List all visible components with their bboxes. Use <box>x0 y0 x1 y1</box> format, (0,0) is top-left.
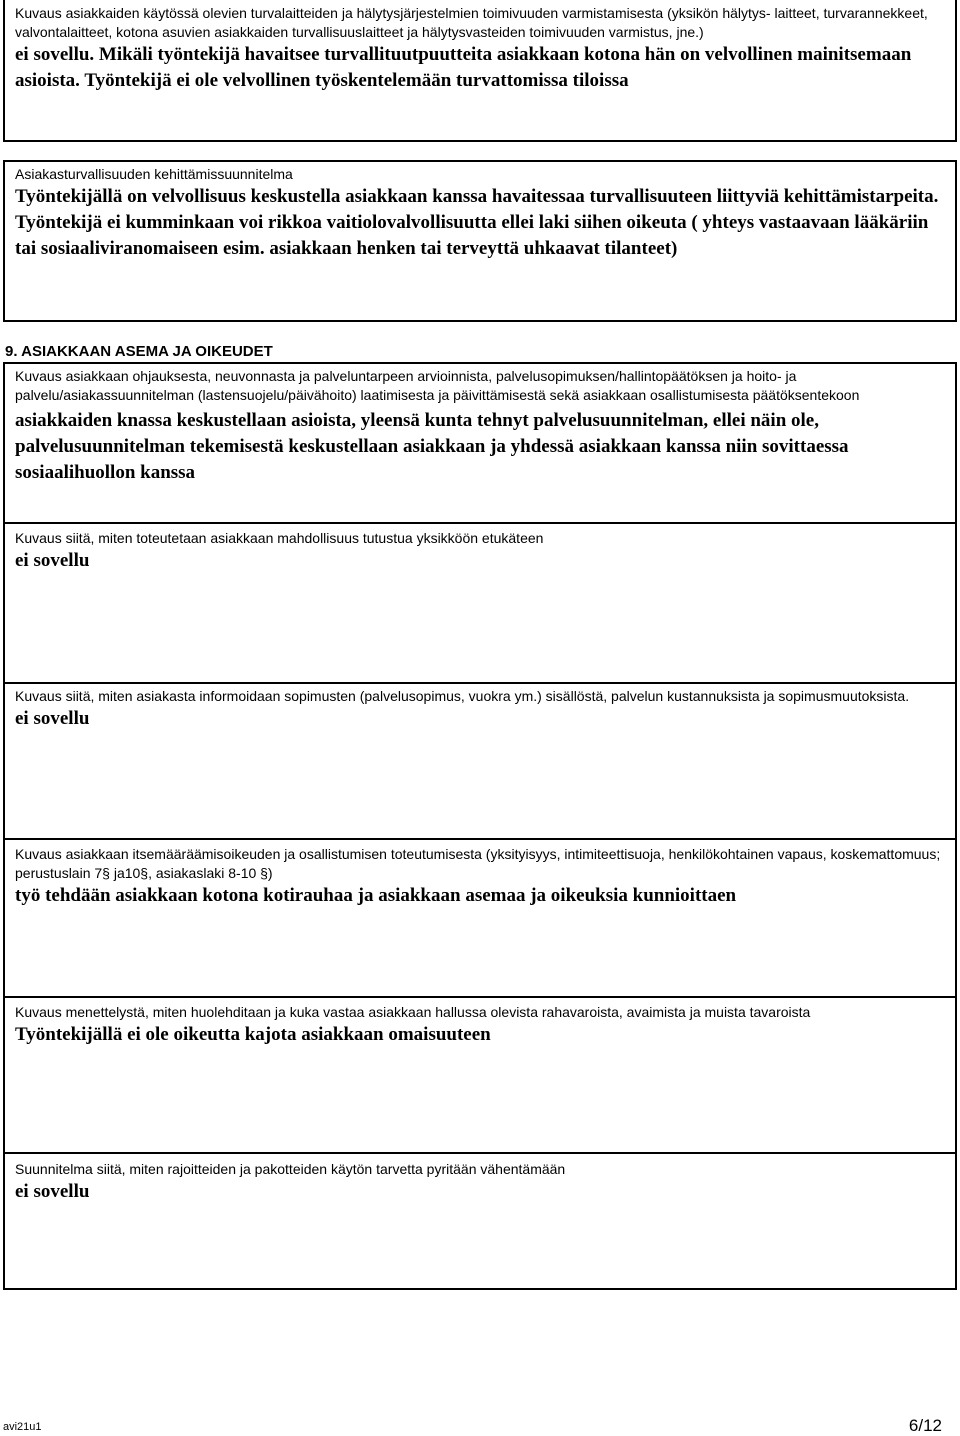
self-determination-answer: työ tehdään asiakkaan kotona kotirauhaa ja asiakkaan asemaa ja oikeuksia kunnioittaen <box>15 885 737 906</box>
safety-development-answer: Työntekijällä on velvollisuus keskustella asiakkaan kanssa havaitessaa turvallisuuteen liittyviä kehittämistarpeita. Työntekijä ei kumminkaan voi rikkoa vaitiolovalvollisuutta ellei laki siihen oikeuta ( yhteys vastaavaan lääkäriin tai sosiaaliviranomaiseen esim. asiakkaan henken tai terveyttä uhkaavat tilanteet) <box>15 186 939 259</box>
property-label: Kuvaus menettelystä, miten huolehditaan ja kuka vastaa asiakkaan hallussa olevista rahavaroista, avaimista ja muista tavaroista <box>15 1004 811 1020</box>
property-answer: Työntekijällä ei ole oikeutta kajota asiakkaan omaisuuteen <box>15 1024 491 1045</box>
restrictions-box <box>3 1152 957 1290</box>
safety-development-label: Asiakasturvallisuuden kehittämissuunnitelma <box>15 166 293 182</box>
restrictions-answer: ei sovellu <box>15 1181 90 1202</box>
security-devices-box <box>3 0 957 142</box>
self-determination-box <box>3 838 957 998</box>
safety-development-box <box>3 160 957 322</box>
security-devices-answer: ei sovellu. Mikäli työntekijä havaitsee turvallituutpuutteita asiakkaan kotona hän on velvollinen mainitsemaan asioista. Työntekijä ei ole velvollinen työskentelemään turvattomissa tiloissa <box>15 44 912 91</box>
visit-box <box>3 522 957 684</box>
self-determination-label: Kuvaus asiakkaan itsemääräämisoikeuden ja osallistumisen toteutumisesta (yksityisyys, intimiteettisuoja, henkilökohtainen vapaus, koskemattomuus; perustuslain 7§ ja10§, asiakaslaki 8-10 §) <box>15 846 941 881</box>
contracts-label: Kuvaus siitä, miten asiakasta informoidaan sopimusten (palvelusopimus, vuokra ym.) sisällöstä, palvelun kustannuksista ja sopimusmuutoksista. <box>15 688 910 704</box>
guidance-box <box>3 362 957 524</box>
guidance-answer: asiakkaiden knassa keskustellaan asioista, yleensä kunta tehnyt palvelusuunnitelman, ellei näin ole, palvelusuunnitelman tekemisestä keskustellaan asiakkaan ja yhdessä asiakkaan kanssa niin sovittaessa sosiaalihuollon kanssa <box>15 410 849 483</box>
contracts-box <box>3 682 957 840</box>
property-box <box>3 996 957 1154</box>
visit-label: Kuvaus siitä, miten toteutetaan asiakkaan mahdollisuus tutustua yksikköön etukäteen <box>15 530 544 546</box>
section-heading: 9. ASIAKKAAN ASEMA JA OIKEUDET <box>5 343 273 360</box>
guidance-label: Kuvaus asiakkaan ohjauksesta, neuvonnasta ja palveluntarpeen arvioinnista, palvelusopimuksen/hallintopäätöksen ja hoito- ja palvelu/asiakassuunnitelman (lastensuojelu/päivähoito) laatimisesta ja päivittämisestä sekä asiakkaan osallistumisesta päätöksentekoon <box>15 368 860 403</box>
contracts-answer: ei sovellu <box>15 708 90 729</box>
page-number: 6/12 <box>908 1416 942 1435</box>
restrictions-label: Suunnitelma siitä, miten rajoitteiden ja pakotteiden käytön tarvetta pyritään vähentämään <box>15 1161 566 1177</box>
security-devices-label: Kuvaus asiakkaiden käytössä olevien turvalaitteiden ja hälytysjärjestelmien toimivuuden varmistamisesta (yksikön hälytys- laitteet, turvarannekkeet, valvontalaitteet, kotona asuvien asiakkaiden turvallisuuslaitteet ja hälytysvasteiden toimivuuden varmistus, jne.) <box>15 5 928 40</box>
document-code: avi21u1 <box>3 1421 42 1433</box>
visit-answer: ei sovellu <box>15 550 90 571</box>
